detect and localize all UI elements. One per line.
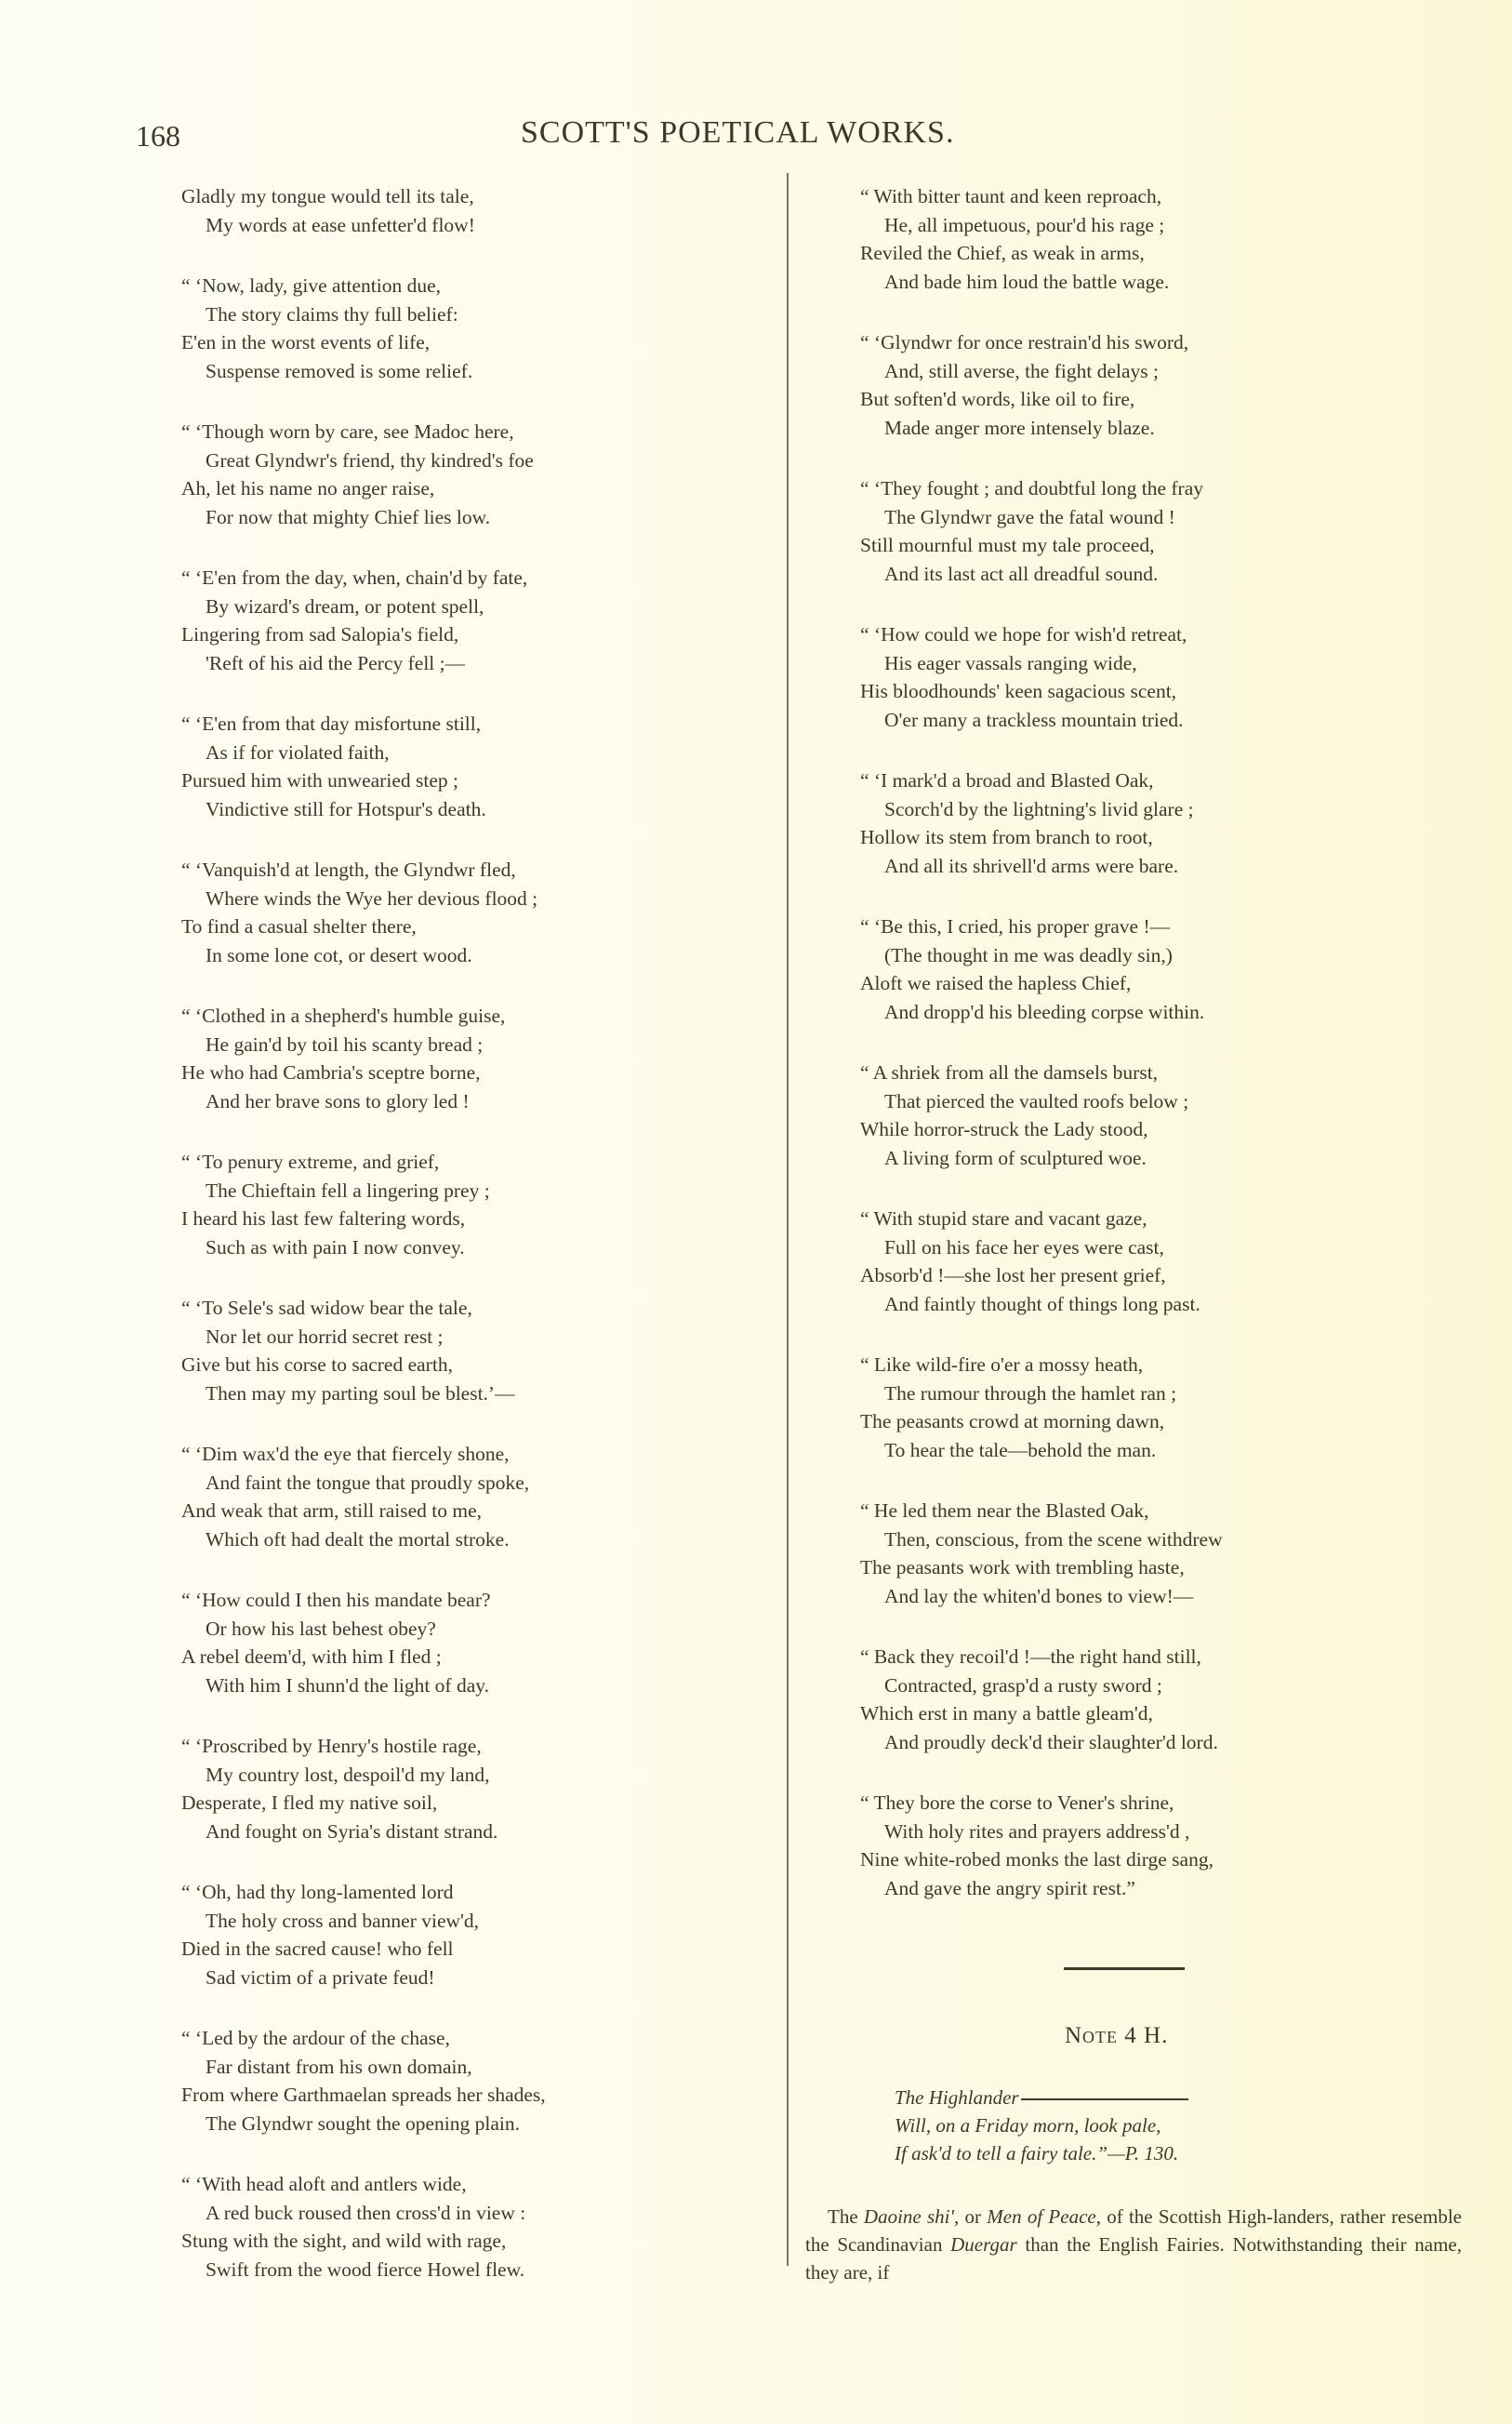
verse-line: The holy cross and banner view'd, xyxy=(206,1909,480,1932)
verse-line: The rumour through the hamlet ran ; xyxy=(884,1381,1177,1405)
verse-line: Which oft had dealt the mortal stroke. xyxy=(206,1527,510,1551)
verse-line: “ With bitter taunt and keen reproach, xyxy=(860,185,1162,207)
verse-line: “ ‘To Sele's sad widow bear the tale, xyxy=(181,1297,472,1319)
para-italic: Men of Peace xyxy=(987,2205,1096,2228)
stanza xyxy=(181,564,758,677)
verse-line: And faint the tongue that proudly spoke, xyxy=(206,1471,530,1494)
stanza xyxy=(860,1351,1474,1464)
verse-line: The Glyndwr sought the opening plain. xyxy=(206,2111,520,2135)
stanza xyxy=(860,766,1474,880)
verse-line: “ ‘Now, lady, give attention due, xyxy=(181,274,442,297)
stanza xyxy=(181,1878,758,1991)
verse-line: In some lone cot, or desert wood. xyxy=(206,943,472,966)
stanza xyxy=(181,710,758,823)
verse-line: Such as with pain I now convey. xyxy=(206,1235,465,1259)
verse-line: From where Garthmaelan spreads her shades, xyxy=(181,2084,546,2106)
verse-line: A rebel deem'd, with him I fled ; xyxy=(181,1645,442,1668)
verse-line: “ Like wild-fire o'er a mossy heath, xyxy=(860,1353,1144,1376)
verse-line: “ ‘Glyndwr for once restrain'd his sword, xyxy=(860,331,1189,353)
verse-line: “ ‘Be this, I cried, his proper grave !— xyxy=(860,915,1171,938)
verse-line: Then, conscious, from the scene withdrew xyxy=(884,1527,1223,1551)
verse-line: The peasants work with trembling haste, xyxy=(860,1556,1185,1578)
stanza xyxy=(860,620,1474,734)
stanza xyxy=(860,1643,1474,1756)
para-text: than the English Fairies. Notwithstanding their name, they are, if xyxy=(805,2233,1462,2284)
verse-line: Aloft we raised the hapless Chief, xyxy=(860,972,1132,994)
verse-line: “ ‘Proscribed by Henry's hostile rage, xyxy=(181,1735,482,1757)
verse-line: By wizard's dream, or potent spell, xyxy=(206,594,484,618)
stanza xyxy=(860,1059,1474,1172)
verse-line: That pierced the vaulted roofs below ; xyxy=(884,1089,1189,1112)
verse-line: “ ‘Though worn by care, see Madoc here, xyxy=(181,420,514,443)
epigraph-dash xyxy=(1021,2098,1188,2100)
verse-line: His eager vassals ranging wide, xyxy=(884,651,1137,674)
verse-line: The peasants crowd at morning dawn, xyxy=(860,1410,1165,1432)
verse-line: The story claims thy full belief: xyxy=(206,302,458,326)
verse-line: “ He led them near the Blasted Oak, xyxy=(860,1499,1149,1522)
verse-line: Lingering from sad Salopia's field, xyxy=(181,623,459,646)
stanza xyxy=(181,1586,758,1699)
verse-line: Full on his face her eyes were cast, xyxy=(884,1235,1164,1259)
section-rule xyxy=(1064,1967,1185,1970)
verse-line: Ah, let his name no anger raise, xyxy=(181,477,435,499)
verse-line: The Chieftain fell a lingering prey ; xyxy=(206,1179,490,1202)
verse-line: “ A shriek from all the damsels burst, xyxy=(860,1061,1159,1084)
verse-line: Suspense removed is some relief. xyxy=(206,359,473,382)
stanza xyxy=(860,182,1474,296)
verse-line: “ They bore the corse to Vener's shrine, xyxy=(860,1791,1174,1814)
verse-line: Give but his corse to sacred earth, xyxy=(181,1353,453,1376)
stanza xyxy=(860,1789,1474,1902)
verse-line: And faintly thought of things long past. xyxy=(884,1292,1200,1315)
verse-line: Sad victim of a private feud! xyxy=(206,1965,435,1989)
stanza xyxy=(860,1497,1474,1610)
verse-line: While horror-struck the Lady stood, xyxy=(860,1118,1148,1140)
stanza xyxy=(181,856,758,969)
stanza xyxy=(181,1732,758,1845)
page-number: 168 xyxy=(136,119,180,153)
verse-line: With holy rites and prayers address'd , xyxy=(884,1819,1190,1843)
verse-line: To find a casual shelter there, xyxy=(181,915,417,938)
verse-line: Or how his last behest obey? xyxy=(206,1617,436,1640)
verse-line: The Glyndwr gave the fatal wound ! xyxy=(884,505,1175,528)
verse-line: And, still averse, the fight delays ; xyxy=(884,359,1159,382)
verse-line: And weak that arm, still raised to me, xyxy=(181,1499,483,1522)
verse-line: Reviled the Chief, as weak in arms, xyxy=(860,242,1145,264)
stanza xyxy=(181,2024,758,2138)
verse-line: “ Back they recoil'd !—the right hand still, xyxy=(860,1645,1201,1668)
stanza xyxy=(181,1148,758,1261)
para-text: , of the Scottish High-landers, rather resemble the Scandinavian xyxy=(805,2205,1462,2256)
verse-line: And its last act all dreadful sound. xyxy=(884,562,1159,585)
verse-line: “ ‘E'en from that day misfortune still, xyxy=(181,713,482,735)
verse-line: But soften'd words, like oil to fire, xyxy=(860,388,1135,410)
verse-line: My country lost, despoil'd my land, xyxy=(206,1763,490,1786)
verse-line: O'er many a trackless mountain tried. xyxy=(884,708,1184,731)
verse-line: Hollow its stem from branch to root, xyxy=(860,826,1153,848)
stanza xyxy=(860,474,1474,588)
stanza xyxy=(181,2170,758,2284)
verse-line: Great Glyndwr's friend, thy kindred's foe xyxy=(206,448,534,472)
stanza xyxy=(860,1205,1474,1318)
running-title: SCOTT'S POETICAL WORKS. xyxy=(521,115,955,150)
verse-line: Desperate, I fled my native soil, xyxy=(181,1791,438,1814)
verse-line: “ ‘Dim wax'd the eye that fiercely shone, xyxy=(181,1443,510,1465)
stanza xyxy=(181,1002,758,1115)
verse-line: And fought on Syria's distant strand. xyxy=(206,1819,498,1843)
verse-line: Died in the sacred cause! who fell xyxy=(181,1938,454,1960)
verse-line: And dropp'd his bleeding corpse within. xyxy=(884,1000,1205,1023)
para-text: , or xyxy=(953,2205,988,2228)
stanza xyxy=(181,1294,758,1407)
para-italic: Duergar xyxy=(950,2233,1017,2256)
verse-line: Scorch'd by the lightning's livid glare ; xyxy=(884,797,1194,820)
verse-line: Which erst in many a battle gleam'd, xyxy=(860,1702,1153,1725)
verse-line: “ ‘E'en from the day, when, chain'd by fate, xyxy=(181,566,528,589)
verse-line: A red buck roused then cross'd in view : xyxy=(206,2201,526,2224)
verse-line: E'en in the worst events of life, xyxy=(181,331,431,353)
verse-line: Contracted, grasp'd a rusty sword ; xyxy=(884,1673,1162,1697)
column-divider xyxy=(787,173,789,2266)
verse-line: A living form of sculptured woe. xyxy=(884,1146,1147,1169)
verse-line: For now that mighty Chief lies low. xyxy=(206,505,491,528)
verse-line: Nine white-robed monks the last dirge sang, xyxy=(860,1848,1214,1871)
verse-line: “ ‘Vanquish'd at length, the Glyndwr fled, xyxy=(181,859,516,881)
epigraph-text: The Highlander xyxy=(895,2086,1019,2109)
verse-line: “ ‘How could we hope for wish'd retreat, xyxy=(860,623,1187,646)
verse-line: Absorb'd !—she lost her present grief, xyxy=(860,1264,1166,1286)
verse-line: I heard his last few faltering words, xyxy=(181,1207,466,1230)
stanza xyxy=(860,912,1474,1026)
verse-line: 'Reft of his aid the Percy fell ;— xyxy=(206,651,466,674)
verse-line: Made anger more intensely blaze. xyxy=(884,416,1155,439)
verse-line: Far distant from his own domain, xyxy=(206,2055,472,2078)
epigraph-line xyxy=(895,2084,1188,2111)
verse-line: Then may my parting soul be blest.’— xyxy=(206,1381,515,1405)
left-column-poem xyxy=(181,182,758,2316)
stanza xyxy=(860,328,1474,442)
verse-line: “ With stupid stare and vacant gaze, xyxy=(860,1207,1147,1230)
right-column-poem xyxy=(860,182,1474,1935)
verse-line: With him I shunn'd the light of day. xyxy=(206,1673,489,1697)
verse-line: He who had Cambria's sceptre borne, xyxy=(181,1061,481,1084)
epigraph-line: Will, on a Friday morn, look pale, xyxy=(895,2114,1161,2137)
verse-line: Gladly my tongue would tell its tale, xyxy=(181,185,474,207)
verse-line: “ ‘Oh, had thy long-lamented lord xyxy=(181,1881,454,1903)
verse-line: “ ‘With head aloft and antlers wide, xyxy=(181,2173,467,2195)
verse-line: And all its shrivell'd arms were bare. xyxy=(884,854,1179,877)
verse-line: My words at ease unfetter'd flow! xyxy=(206,213,475,236)
verse-line: And proudly deck'd their slaughter'd lord. xyxy=(884,1730,1218,1753)
verse-line: As if for violated faith, xyxy=(206,740,390,764)
verse-line: “ ‘Led by the ardour of the chase, xyxy=(181,2027,450,2049)
verse-line: To hear the tale—behold the man. xyxy=(884,1438,1157,1461)
verse-line: (The thought in me was deadly sin,) xyxy=(884,943,1173,966)
verse-line: “ ‘I mark'd a broad and Blasted Oak, xyxy=(860,769,1154,792)
stanza xyxy=(181,1440,758,1553)
note-epigraph xyxy=(895,2084,1188,2167)
verse-line: “ ‘How could I then his mandate bear? xyxy=(181,1589,491,1611)
stanza xyxy=(181,272,758,385)
verse-line: He, all impetuous, pour'd his rage ; xyxy=(884,213,1165,236)
verse-line: And her brave sons to glory led ! xyxy=(206,1089,470,1112)
verse-line: “ ‘They fought ; and doubtful long the fray xyxy=(860,477,1203,499)
verse-line: Still mournful must my tale proceed, xyxy=(860,534,1155,556)
verse-line: And gave the angry spirit rest.” xyxy=(884,1876,1135,1899)
verse-line: He gain'd by toil his scanty bread ; xyxy=(206,1032,484,1056)
para-italic: Daoine shi' xyxy=(863,2205,954,2228)
stanza xyxy=(181,418,758,531)
note-heading: Note 4 H. xyxy=(1065,2023,1169,2048)
verse-line: Vindictive still for Hotspur's death. xyxy=(206,797,486,820)
verse-line: And bade him loud the battle wage. xyxy=(884,270,1170,293)
verse-line: Stung with the sight, and wild with rage, xyxy=(181,2230,507,2252)
verse-line: His bloodhounds' keen sagacious scent, xyxy=(860,680,1177,702)
para-text: The xyxy=(828,2205,864,2228)
verse-line: Nor let our horrid secret rest ; xyxy=(206,1325,444,1348)
verse-line: And lay the whiten'd bones to view!— xyxy=(884,1584,1194,1607)
verse-line: “ ‘To penury extreme, and grief, xyxy=(181,1151,440,1173)
verse-line: Swift from the wood fierce Howel flew. xyxy=(206,2258,525,2281)
verse-line: “ ‘Clothed in a shepherd's humble guise, xyxy=(181,1005,506,1027)
stanza xyxy=(181,182,758,239)
epigraph-line: If ask'd to tell a fairy tale.”—P. 130. xyxy=(895,2142,1179,2164)
verse-line: Pursued him with unwearied step ; xyxy=(181,769,458,792)
verse-line: Where winds the Wye her devious flood ; xyxy=(206,886,538,910)
note-paragraph xyxy=(805,2203,1462,2286)
